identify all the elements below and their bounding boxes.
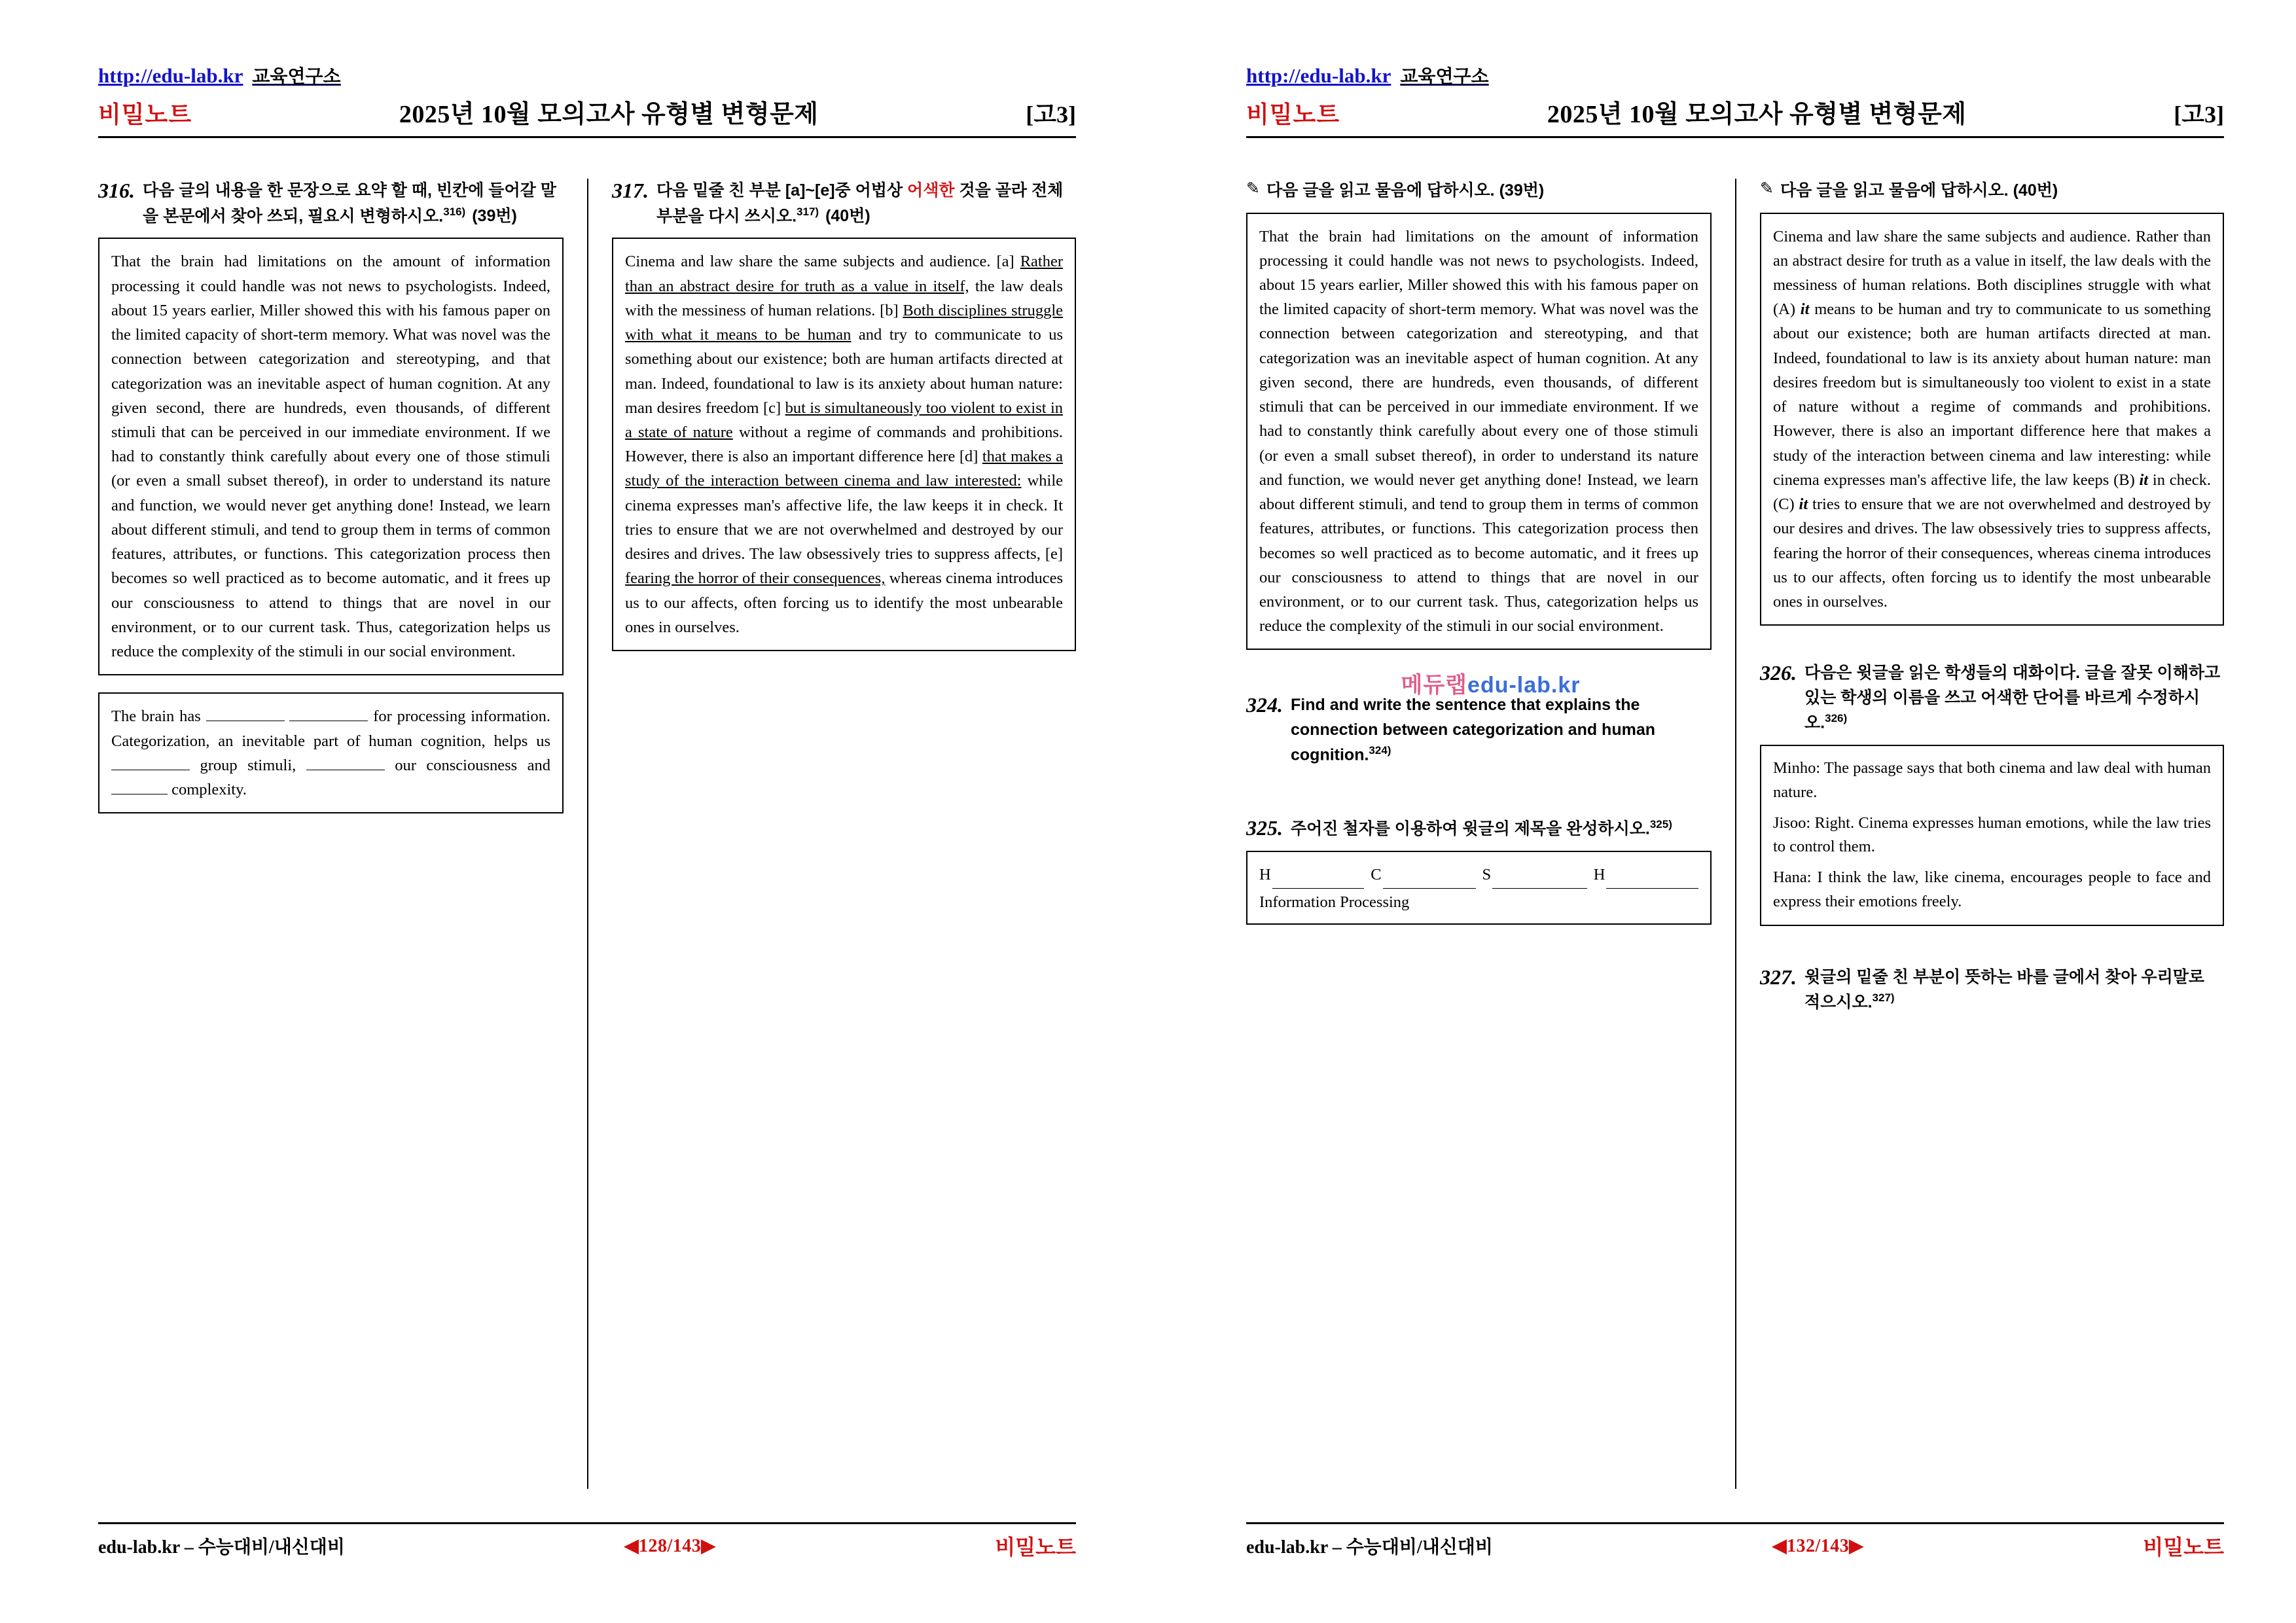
column-right-2 (1735, 179, 2224, 1489)
site-url-kr: 교육연구소 (252, 67, 341, 87)
question-326-dialog (1760, 745, 2224, 926)
footer-page-right: ◀132/143▶ (1772, 1536, 1864, 1556)
watermark-b: edu-lab.kr (1467, 673, 1581, 698)
dialog-text-3: I think the law, like cinema, encourages people to face and express their emotions freely. (1773, 868, 2212, 910)
underline-e: fearing the horror of their consequences, (625, 569, 886, 588)
footer-page-left: ◀128/143▶ (624, 1536, 716, 1556)
dialog-speaker-2: Jisoo: (1773, 813, 1811, 832)
site-url-kr-right: 교육연구소 (1400, 67, 1489, 87)
site-url-left[interactable] (98, 62, 1076, 88)
blank-5[interactable] (111, 781, 168, 794)
passage-40-text: Cinema and law share the same subjects and audience. Rather than an abstract desire for truth as a value in itself, the law deals with the messiness of human relations. Both disciplines struggle with what (A) it means to be human and try to communicate to us something about our existence; both are human artifacts directed at man. Indeed, foundational to law is its anxiety about human nature: man desires freedom but is simultaneously too violent to exist in a state of nature without a regime of commands and prohibitions. However, there is also an important difference here that makes a study of the interaction between cinema and law interesting: while cinema expresses man's affective life, the law keeps (B) it in check. (C) it tries to ensure that we are not overwhelmed and destroyed by our desires and drives. The law obsessively tries to suppress affects, fearing the horror of their consequences, whereas cinema introduces us to our affects, often forcing us to identify the most unbearable ones in ourselves. (1773, 227, 2211, 611)
summary-316-box (98, 692, 564, 813)
question-327-heading (1760, 965, 2224, 1015)
letter-slot-4[interactable]: H (1594, 861, 1698, 889)
footer-brand-left: 비밀노트 (995, 1535, 1076, 1559)
brand-logo-right: 비밀노트 (1246, 101, 1340, 128)
site-url-right[interactable] (1246, 62, 2224, 88)
passage-317 (612, 238, 1076, 651)
passage-40 (1760, 213, 2224, 626)
blank-2[interactable] (289, 707, 368, 721)
column-left-2 (587, 179, 1076, 1489)
underline-b: Both disciplines struggle with what it means to be human (625, 301, 1064, 344)
sheet-right (1246, 62, 2224, 1561)
page-right (1148, 0, 2296, 1623)
question-325-heading (1246, 816, 1712, 842)
question-324-heading (1246, 693, 1712, 768)
header-bar-left (98, 94, 1076, 138)
header-grade-right: [고3] (2174, 101, 2224, 128)
question-40-prompt: 다음 글을 읽고 물음에 답하시오. (40번) (1780, 181, 2058, 200)
header-title-left: 2025년 10월 모의고사 유형별 변형문제 (399, 101, 819, 128)
question-327-prompt: 윗글의 밑줄 친 부분이 뜻하는 바를 글에서 찾아 우리말로 적으시오.$^{327)}$ (1804, 967, 2205, 1012)
question-317-prompt: 다음 밑줄 친 부분 [a]~[e]중 어법상 어색한 것을 골라 전체 부분을 다시 쓰시오.$^{317)}$ (40번) (656, 181, 1064, 225)
passage-39-text: That the brain had limitations on the amount of information processing it could handle was not news to psychologists. Indeed, about 15 years earlier, Miller showed this with his famous paper on the limited capacity of short-term memory. What was novel was the connection between categorization and stereotyping, and that categorization was an inevitable aspect of human cognition. At any given second, there are hundreds, even thousands, of different stimuli that can be perceived in our immediate environment. If we had to constantly think carefully about every one of those stimuli (or even a small subset thereof), in order to understand its nature and function, we would never get anything done! Instead, we learn about different stimuli, and tend to group them in terms of common features, attributes, or functions. This categorization process then becomes so well practiced as to become automatic, and it frees up our consciousness to attend to things that are novel in our environment, or to our current task. Thus, categorization helps us reduce the complexity of the stimuli in our social environment. (1259, 227, 1698, 635)
columns-left (98, 179, 1076, 1489)
title-letter-row (1259, 861, 1698, 889)
question-324-prompt: Find and write the sentence that explains the connection between categorization and human cognition.$^{324)}$ (1291, 696, 1656, 764)
question-326-prompt: 다음은 윗글을 읽은 학생들의 대화이다. 글을 잘못 이해하고 있는 학생의 이름을 쓰고 어색한 단어를 바르게 수정하시오.$^{326)}$ (1804, 664, 2221, 732)
header-title-right: 2025년 10월 모의고사 유형별 변형문제 (1547, 101, 1967, 128)
column-right-1 (1246, 179, 1735, 1489)
site-url-text-right: http://edu-lab.kr (1246, 64, 1391, 87)
question-317-number: 317. (612, 179, 649, 202)
question-40-heading (1760, 179, 2224, 204)
underline-d: that makes a study of the interaction between cinema and law interested: (625, 448, 1064, 490)
question-316-prompt: 다음 글의 내용을 한 문장으로 요약 할 때, 빈칸에 들어갈 말을 본문에서 찾아 쓰되, 필요시 변형하시오.$^{316)}$ (39번) (143, 181, 556, 225)
passage-39 (1246, 213, 1712, 651)
dialog-text-1: The passage says that both cinema and law deal with human nature. (1773, 759, 2211, 801)
watermark (1246, 667, 1735, 699)
pencil-icon-2: ✎ (1760, 180, 1774, 198)
question-325-answer-hint: Information Processing (1259, 893, 1410, 911)
underline-c: but is simultaneously too violent to exist in a state of nature (625, 399, 1064, 441)
question-325-number: 325. (1246, 816, 1283, 840)
footer-left (98, 1522, 1076, 1561)
blank-1[interactable] (206, 707, 285, 721)
letter-slot-3[interactable]: S (1482, 861, 1587, 889)
question-325-answer-box[interactable] (1246, 851, 1712, 925)
question-39-prompt: 다음 글을 읽고 물음에 답하시오. (39번) (1266, 181, 1545, 200)
question-326-number: 326. (1760, 661, 1797, 685)
columns-right (1246, 179, 2224, 1489)
dialog-line-1 (1773, 757, 2211, 805)
passage-316 (98, 238, 564, 675)
footer-brand-right: 비밀노트 (2143, 1535, 2224, 1559)
watermark-a: 메듀랩 (1401, 673, 1468, 698)
dialog-speaker-3: Hana: (1773, 868, 1812, 887)
letter-slot-2[interactable]: C (1371, 861, 1475, 889)
header-bar-right (1246, 94, 2224, 138)
column-left-1 (98, 179, 587, 1489)
pencil-icon: ✎ (1246, 180, 1260, 198)
letter-slot-1[interactable]: H (1259, 861, 1364, 889)
passage-316-text: That the brain had limitations on the amount of information processing it could handle was not news to psychologists. Indeed, about 15 years earlier, Miller showed this with his famous paper on the limited capacity of short-term memory. What was novel was the connection between categorization and stereotyping, and that categorization was an inevitable aspect of human cognition. At any given second, there are hundreds, even thousands, of different stimuli that can be perceived in our immediate environment. If we had to constantly think carefully about every one of those stimuli (or even a small subset thereof), in order to understand its nature and function, we would never get anything done! Instead, we learn about different stimuli, and tend to group them in terms of common features, attributes, or functions. This categorization process then becomes so well practiced as to become automatic, and it frees up our consciousness to attend to things that are novel in our environment, or to our current task. Thus, categorization helps us reduce the complexity of the stimuli in our social environment. (111, 253, 550, 661)
dialog-line-3 (1773, 866, 2211, 914)
question-326-heading (1760, 661, 2224, 736)
question-327-number: 327. (1760, 965, 1797, 989)
blank-3[interactable] (111, 757, 190, 770)
question-325-prompt: 주어진 철자를 이용하여 윗글의 제목을 완성하시오.$^{325)}$ (1291, 818, 1672, 838)
passage-317-text: Cinema and law share the same subjects and audience. [a] Rather than an abstract desire for truth as a value in itself, the law deals with the messiness of human relations. [b] Both disciplines struggle with what it means to be human and try to communicate to us something about our existence; both are human artifacts directed at man. Indeed, foundational to law is its anxiety about human nature: man desires freedom [c] but is simultaneously too violent to exist in a state of nature without a regime of commands and prohibitions. However, there is also an important difference here [d] that makes a study of the interaction between cinema and law interested: while cinema expresses man's affective life, the law keeps it in check. It tries to ensure that we are not overwhelmed and destroyed by our desires and drives. The law obsessively tries to suppress affects, [e] fearing the horror of their consequences, whereas cinema introduces us to our affects, often forcing us to identify the most unbearable ones in ourselves. (625, 253, 1064, 636)
question-316-number: 316. (98, 179, 135, 202)
footer-right (1246, 1522, 2224, 1561)
question-316-heading (98, 179, 564, 228)
footer-left-text: edu-lab.kr – 수능대비/내신대비 (98, 1537, 345, 1558)
underline-a: Rather than an abstract desire for truth as a value in itself, (625, 253, 1064, 295)
blank-4[interactable] (306, 757, 385, 770)
dialog-speaker-1: Minho: (1773, 759, 1821, 777)
sheet-left (98, 62, 1076, 1561)
site-url-text: http://edu-lab.kr (98, 64, 243, 87)
footer-right-text: edu-lab.kr – 수능대비/내신대비 (1246, 1537, 1493, 1558)
dialog-text-2: Right. Cinema expresses human emotions, while the law tries to control them. (1773, 813, 2211, 856)
question-324-number: 324. (1246, 693, 1283, 717)
header-grade-left: [고3] (1026, 101, 1076, 128)
dialog-line-2 (1773, 812, 2211, 860)
brand-logo-left: 비밀노트 (98, 101, 192, 128)
summary-316-text: The brain has for processing information. Categorization, an inevitable part of human cognition, helps us group stimuli, our consciousness and complexity. (111, 707, 551, 799)
question-39-heading (1246, 179, 1712, 204)
question-317-heading (612, 179, 1076, 228)
